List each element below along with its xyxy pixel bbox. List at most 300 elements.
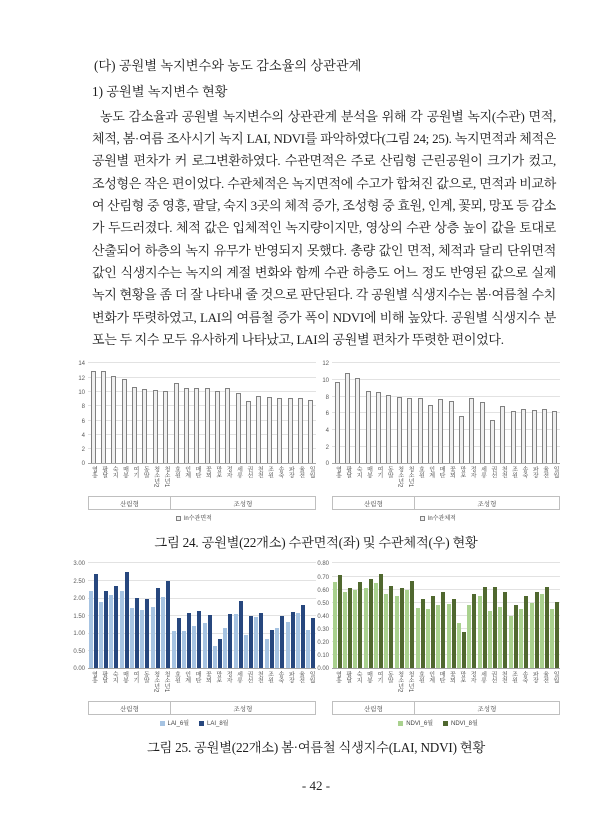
bar <box>459 416 464 464</box>
y-tick-label: 0.00 <box>317 666 329 673</box>
x-label-cell <box>498 466 508 496</box>
chart-crown-area <box>72 363 316 525</box>
y-axis <box>72 361 88 468</box>
x-label-cell <box>405 671 415 701</box>
legend-item <box>199 721 228 727</box>
x-label-cell <box>243 671 253 701</box>
x-tick-label: 팔달 <box>344 466 351 479</box>
bar-group <box>384 363 394 463</box>
legend-item <box>160 721 189 727</box>
x-label-cell <box>467 466 477 496</box>
x-tick-label: 동말 <box>142 466 149 479</box>
bar-group <box>446 363 456 463</box>
chart-legend <box>72 512 316 525</box>
x-label-cell <box>518 671 528 701</box>
chart-lai <box>72 563 316 730</box>
bar <box>428 405 433 463</box>
x-tick-label: 여기 <box>131 466 138 479</box>
plot-area <box>332 563 560 669</box>
x-label-cell <box>425 671 435 701</box>
bar-group <box>129 363 139 463</box>
bar-group <box>171 563 181 668</box>
bar <box>421 599 425 669</box>
chart-legend <box>316 717 560 730</box>
x-tick-label: 정자 <box>469 671 476 684</box>
x-tick-label: 여기 <box>375 466 382 479</box>
bar <box>99 602 103 669</box>
x-tick-label: 정자 <box>469 466 476 479</box>
bar-group <box>405 563 415 668</box>
y-tick-label: 1.50 <box>73 613 85 620</box>
bar <box>532 410 537 463</box>
bar <box>275 628 279 669</box>
x-label-cell <box>150 671 160 701</box>
bar-group <box>192 363 202 463</box>
x-tick-label: 송죽 <box>276 466 283 479</box>
bar <box>493 587 497 668</box>
x-tick-label: 권선 <box>489 671 496 684</box>
x-label-cell <box>373 466 383 496</box>
bar <box>265 639 269 669</box>
x-tick-label: 정자 <box>225 671 232 684</box>
y-tick-label: 2 <box>81 447 85 454</box>
group-axis <box>88 496 316 510</box>
bar <box>104 591 108 668</box>
x-tick-label: 권선 <box>245 671 252 684</box>
bar <box>218 639 222 668</box>
figures-block <box>72 363 560 756</box>
bar-group <box>384 563 394 668</box>
x-label-cell <box>415 671 425 701</box>
x-label-cell <box>539 466 549 496</box>
bar <box>545 587 549 668</box>
x-tick-label: 영흥 <box>90 466 97 479</box>
x-tick-label: 청소년2 <box>152 671 159 693</box>
bar-group <box>274 363 284 463</box>
bar-group <box>306 563 316 668</box>
x-label-cell <box>171 466 181 496</box>
x-tick-label: 율전 <box>297 466 304 479</box>
x-label-cell <box>98 466 108 496</box>
bar <box>472 594 476 669</box>
bar-group <box>223 563 233 668</box>
chart-legend <box>72 717 316 730</box>
bar-group <box>508 363 518 463</box>
x-tick-label: 천천 <box>256 671 263 684</box>
x-label-cell <box>161 671 171 701</box>
bar <box>208 615 212 668</box>
y-tick-label: 4 <box>81 432 85 439</box>
x-label-cell <box>223 671 233 701</box>
x-label-cell <box>233 466 243 496</box>
bar <box>306 630 310 669</box>
bar <box>122 379 127 463</box>
bar-group <box>508 563 518 668</box>
section-heading: (다) 공원별 녹지변수와 농도 감소율의 상관관계 <box>94 58 362 73</box>
x-tick-label: 효원 <box>417 671 424 684</box>
bar <box>416 608 420 668</box>
bar <box>308 400 313 464</box>
bar-group <box>539 363 549 463</box>
bar <box>555 602 559 669</box>
bar-group <box>394 563 404 668</box>
legend-label: LAI_8월 <box>207 720 229 727</box>
bar <box>447 604 451 668</box>
y-tick-label: 2.50 <box>73 578 85 585</box>
x-tick-label: 정자 <box>225 466 232 479</box>
bar-group <box>150 563 160 668</box>
x-tick-label: 청소년2 <box>396 466 403 488</box>
x-label-cell <box>456 671 466 701</box>
bar <box>239 601 243 669</box>
bar <box>480 402 485 464</box>
legend-label: LAI_6월 <box>167 720 189 727</box>
legend-swatch <box>398 721 403 726</box>
bar <box>140 610 144 668</box>
bar <box>514 605 518 668</box>
bar <box>267 397 272 463</box>
bar <box>369 579 373 668</box>
x-label-cell <box>477 466 487 496</box>
x-label-cell <box>384 466 394 496</box>
x-tick-label: 여기 <box>375 671 382 684</box>
x-tick-label: 동말 <box>142 671 149 684</box>
bar <box>177 618 181 668</box>
bar <box>130 608 134 669</box>
bar <box>254 617 258 668</box>
bar-group <box>140 363 150 463</box>
legend-item <box>420 516 456 522</box>
bar <box>389 586 393 669</box>
group-axis <box>332 496 560 510</box>
bar <box>521 409 526 463</box>
bar-group <box>274 563 284 668</box>
bar <box>225 388 230 463</box>
bar-group <box>487 563 497 668</box>
bar <box>215 391 220 464</box>
bar <box>335 382 340 464</box>
bar-group <box>295 563 305 668</box>
bar-group <box>550 363 560 463</box>
legend-swatch <box>420 516 425 521</box>
bar <box>478 596 482 668</box>
x-label-cell <box>529 466 539 496</box>
x-tick-label: 조원 <box>266 671 273 684</box>
bar <box>120 591 124 668</box>
bar <box>256 396 261 463</box>
y-tick-label: 4 <box>325 428 329 435</box>
x-label-cell <box>181 671 191 701</box>
bar <box>374 583 378 668</box>
bar <box>355 378 360 464</box>
chart-legend <box>316 512 560 525</box>
bar-group <box>233 563 243 668</box>
chart-body <box>332 563 560 715</box>
bar-group <box>363 563 373 668</box>
x-label-cell <box>306 671 316 701</box>
x-tick-label: 청소년1 <box>406 671 413 693</box>
bar <box>366 391 371 464</box>
x-label-cell <box>446 671 456 701</box>
y-tick-label: 0 <box>325 461 329 468</box>
y-tick-label: 3.00 <box>73 561 85 568</box>
bar <box>348 588 352 668</box>
bar <box>145 599 149 669</box>
bar-group <box>394 363 404 463</box>
bar <box>550 609 554 668</box>
bar-group <box>243 363 253 463</box>
bar-group <box>161 563 171 668</box>
y-tick-label: 8 <box>81 404 85 411</box>
x-label-cell <box>342 466 352 496</box>
bar <box>364 588 368 668</box>
bar-group <box>467 363 477 463</box>
x-tick-label: 팔달 <box>344 671 351 684</box>
x-tick-label: 매봉 <box>365 466 372 479</box>
bar-group <box>487 363 497 463</box>
bar-group <box>212 363 222 463</box>
bar <box>135 598 139 669</box>
x-tick-label: 매봉 <box>121 466 128 479</box>
x-tick-label: 매탄 <box>438 671 445 684</box>
bar <box>182 631 186 668</box>
bar <box>407 398 412 463</box>
x-label-cell <box>88 466 98 496</box>
bar <box>205 388 210 463</box>
bar-group <box>436 563 446 668</box>
y-tick-label: 0.10 <box>317 653 329 660</box>
legend-swatch <box>443 721 448 726</box>
bar <box>462 632 466 669</box>
y-tick-label: 1.00 <box>73 631 85 638</box>
x-tick-label: 송죽 <box>520 671 527 684</box>
x-label-cell <box>436 671 446 701</box>
x-label-cell <box>550 671 560 701</box>
x-tick-label: 영흥 <box>334 671 341 684</box>
group-label: 조성형 <box>415 497 560 509</box>
bar-group <box>518 563 528 668</box>
x-tick-label: 동말 <box>386 671 393 684</box>
y-tick-label: 8 <box>325 394 329 401</box>
y-tick-label: 0.00 <box>73 666 85 673</box>
subsection-heading: 1) 공원별 녹지변수 현황 <box>92 83 228 99</box>
bar <box>270 630 274 669</box>
bar-group <box>233 363 243 463</box>
x-tick-label: 꽃뫼 <box>204 466 211 479</box>
bar <box>249 616 253 669</box>
bar <box>410 581 414 669</box>
legend-label: NDVI_6월 <box>406 720 433 727</box>
bar <box>552 411 557 464</box>
bar-group <box>498 363 508 463</box>
x-tick-label: 매탄 <box>194 671 201 684</box>
bar <box>384 594 388 669</box>
bar-group <box>254 363 264 463</box>
bar <box>236 393 241 464</box>
y-tick-label: 14 <box>78 361 85 368</box>
x-tick-label: 율전 <box>541 671 548 684</box>
bar <box>500 406 505 464</box>
x-label-cell <box>140 671 150 701</box>
bar-group <box>264 563 274 668</box>
x-label-cell <box>88 671 98 701</box>
bar <box>91 371 96 463</box>
bar <box>244 635 248 669</box>
x-label-cell <box>129 671 139 701</box>
bar-group <box>129 563 139 668</box>
bar <box>184 388 189 463</box>
legend-item <box>398 721 433 727</box>
bar <box>386 395 391 463</box>
bar-group <box>119 363 129 463</box>
x-label-cell <box>295 671 305 701</box>
chart-crown-volume <box>316 363 560 525</box>
bar <box>467 605 471 668</box>
bar-group <box>88 563 98 668</box>
bar-group <box>171 363 181 463</box>
x-label-cell <box>550 466 560 496</box>
bar <box>125 572 129 668</box>
bar <box>156 588 160 668</box>
bar <box>530 603 534 669</box>
chart-body <box>88 563 316 715</box>
x-label-cell <box>264 466 274 496</box>
x-label-cell <box>171 671 181 701</box>
x-label-cell <box>295 466 305 496</box>
bar-group <box>550 563 560 668</box>
x-tick-label: 권선 <box>245 466 252 479</box>
x-label-cell <box>223 466 233 496</box>
bar-group <box>181 563 191 668</box>
x-label-cell <box>285 466 295 496</box>
x-tick-label: 영흥 <box>90 671 97 684</box>
y-tick-label: 2.00 <box>73 596 85 603</box>
x-tick-label: 세류 <box>479 671 486 684</box>
x-label-cell <box>109 671 119 701</box>
x-label-cell <box>498 671 508 701</box>
x-label-cell <box>487 671 497 701</box>
x-label-cell <box>285 671 295 701</box>
page-number: - 42 - <box>301 778 331 794</box>
x-label-cell <box>212 466 222 496</box>
bar-group <box>342 363 352 463</box>
bar <box>234 614 238 669</box>
legend-label: NDVI_8월 <box>451 720 478 727</box>
x-tick-label: 파장 <box>531 466 538 479</box>
x-tick-label: 팔달 <box>100 671 107 684</box>
bar <box>172 631 176 668</box>
bar <box>418 398 423 464</box>
group-label: 조성형 <box>171 702 316 714</box>
bar-group <box>436 363 446 463</box>
bar <box>405 590 409 669</box>
bar-group <box>264 363 274 463</box>
bar <box>488 611 492 669</box>
bar-group <box>332 363 342 463</box>
x-tick-label: 율전 <box>297 671 304 684</box>
bar-group <box>456 363 466 463</box>
x-label-cell <box>192 671 202 701</box>
plot-area <box>88 363 316 464</box>
y-tick-label: 0.50 <box>317 600 329 607</box>
x-label-cell <box>363 466 373 496</box>
bar-group <box>212 563 222 668</box>
x-tick-label: 율전 <box>541 466 548 479</box>
bar-group <box>373 563 383 668</box>
bar <box>345 373 350 463</box>
x-tick-label: 파장 <box>287 466 294 479</box>
bar <box>223 628 227 669</box>
x-label-cell <box>508 671 518 701</box>
bar-group <box>529 363 539 463</box>
bar-group <box>446 563 456 668</box>
y-tick-label: 12 <box>322 361 329 368</box>
y-tick-label: 0 <box>81 461 85 468</box>
x-label-cell <box>274 671 284 701</box>
x-tick-label: 망포 <box>458 466 465 479</box>
figure-24 <box>72 363 560 525</box>
chart-body <box>332 363 560 510</box>
x-tick-label: 세류 <box>235 466 242 479</box>
x-tick-label: 일월 <box>308 466 315 479</box>
x-label-cell <box>467 671 477 701</box>
group-axis <box>88 701 316 715</box>
bar <box>174 383 179 463</box>
x-label-cell <box>140 466 150 496</box>
bar-group <box>425 363 435 463</box>
legend-swatch <box>160 721 165 726</box>
bar-group <box>539 563 549 668</box>
x-tick-label: 숙지 <box>355 466 362 479</box>
body-paragraph: 농도 감소율과 공원별 녹지변수의 상관관계 분석을 위해 각 공원별 녹지(수관) 면적, 체적, 봄·여름 조사시기 녹지 LAI, NDVI를 파악하였다(그림 24; 25). 녹지면적과 체적은 공원별 편차가 커 로그변환하였다. 수관면적은 주로 산림형 근린공원이 크기가 컸고, 조성형은 작은 편이었다. 수관체적은 녹지면적에 수고가 합쳐진 값으로, 면적과 비교하여 산림형 중 영흥, 팔달, 숙지 3곳의 체적 증가, 조성형 중 효원, 인계, 꽃뫼, 망포 등 감소가 두드러졌다. 체적 값은 입체적인 녹지량이지만, 영상의 수관 상층 높이 값을 토대로 산출되어 하층의 녹지 유무가 반영되지 못했다. 총량 값인 면적, 체적과 달리 단위면적 값인 식생지수는 녹지의 계절 변화와 함께 수관 하층도 어느 정도 반영된 값으로 실제 녹지 현황을 좀 더 잘 나타내 줄 것으로 판단된다. 각 공원별 식생지수는 봄·여름철 수치 변화가 뚜렷하였고, LAI의 여름철 증가 폭이 NDVI에 비해 높았다. 공원별 식생지수 분포는 두 지수 모두 유사하게 나타났고, LAI의 공원별 편차가 뚜렷한 편이었다. <box>92 108 556 348</box>
y-tick-label: 12 <box>78 375 85 382</box>
x-label-cell <box>436 466 446 496</box>
x-label-cell <box>98 671 108 701</box>
group-axis <box>332 701 560 715</box>
bar <box>490 420 495 463</box>
x-label-cell <box>353 671 363 701</box>
bar-group <box>119 563 129 668</box>
x-tick-label: 매탄 <box>438 466 445 479</box>
bar <box>163 391 168 463</box>
x-label-cell <box>539 671 549 701</box>
bar <box>338 575 342 668</box>
y-axis <box>72 561 88 673</box>
x-label-cell <box>150 466 160 496</box>
y-tick-label: 10 <box>322 378 329 385</box>
x-label-cell <box>363 671 373 701</box>
bar <box>503 592 507 668</box>
x-tick-label: 꽃뫼 <box>448 466 455 479</box>
x-tick-label: 세류 <box>235 671 242 684</box>
x-axis-labels <box>332 669 560 701</box>
x-label-cell <box>456 466 466 496</box>
chart-main <box>72 563 316 715</box>
x-tick-label: 송죽 <box>520 466 527 479</box>
bar-group <box>477 363 487 463</box>
bar <box>286 622 290 668</box>
bar <box>132 387 137 463</box>
x-tick-label: 인계 <box>183 466 190 479</box>
chart-ndvi <box>316 563 560 730</box>
x-label-cell <box>487 466 497 496</box>
bar-group <box>529 563 539 668</box>
bar <box>213 646 217 669</box>
group-label: 산림형 <box>332 702 415 714</box>
bar-group <box>353 363 363 463</box>
bar-group <box>181 363 191 463</box>
figure-25 <box>72 563 560 730</box>
